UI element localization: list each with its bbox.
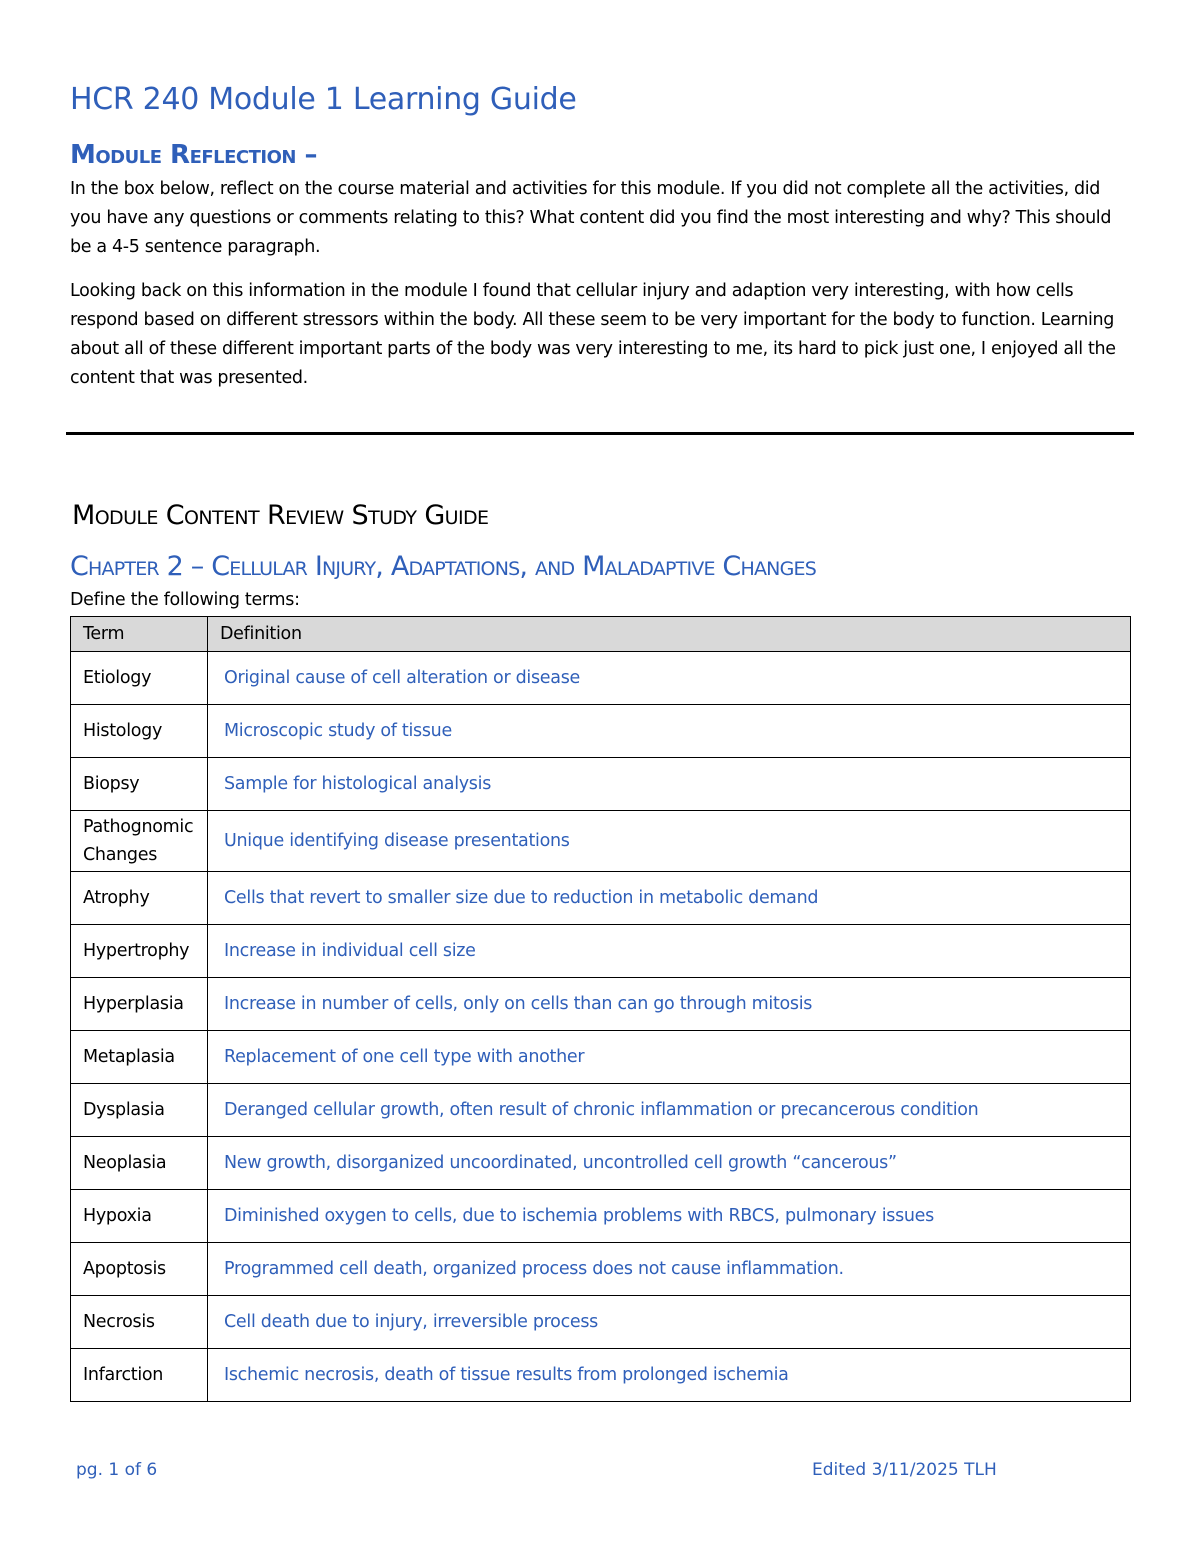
term-cell: Apoptosis (71, 1243, 208, 1296)
table-row (71, 1296, 1131, 1349)
header-term: Term (71, 617, 208, 652)
table-row (71, 925, 1131, 978)
term-cell: Hypertrophy (71, 925, 208, 978)
table-row (71, 1190, 1131, 1243)
term-cell: Dysplasia (71, 1084, 208, 1137)
definition-cell[interactable]: Increase in individual cell size (208, 925, 1131, 978)
table-row (71, 758, 1131, 811)
term-cell: Pathognomic Changes (71, 811, 208, 872)
definition-cell[interactable]: Microscopic study of tissue (208, 705, 1131, 758)
term-cell: Metaplasia (71, 1031, 208, 1084)
table-row (71, 1137, 1131, 1190)
table-row (71, 652, 1131, 705)
definition-cell[interactable]: Sample for histological analysis (208, 758, 1131, 811)
definition-cell[interactable]: Diminished oxygen to cells, due to ischemia problems with RBCS, pulmonary issues (208, 1190, 1131, 1243)
term-cell: Hypoxia (71, 1190, 208, 1243)
reflection-prompt: In the box below, reflect on the course material and activities for this module. If you did not complete all the activities, did you have any questions or comments relating to this? What content did you find the most interesting and why? This should be a 4-5 sentence paragraph. (70, 179, 1112, 257)
definition-cell[interactable]: Cell death due to injury, irreversible process (208, 1296, 1131, 1349)
table-row (71, 1349, 1131, 1402)
definition-cell[interactable]: Programmed cell death, organized process does not cause inflammation. (208, 1243, 1131, 1296)
term-cell: Histology (71, 705, 208, 758)
term-cell: Atrophy (71, 872, 208, 925)
definition-cell[interactable]: Increase in number of cells, only on cells than can go through mitosis (208, 978, 1131, 1031)
header-definition: Definition (208, 617, 1131, 652)
table-row (71, 1031, 1131, 1084)
term-cell: Hyperplasia (71, 978, 208, 1031)
table-row (71, 811, 1131, 872)
term-cell: Infarction (71, 1349, 208, 1402)
definition-cell[interactable]: Cells that revert to smaller size due to reduction in metabolic demand (208, 872, 1131, 925)
define-instruction: Define the following terms: (70, 590, 300, 610)
table-row (71, 872, 1131, 925)
study-guide-heading: Module Content Review Study Guide (72, 500, 489, 531)
section-divider (66, 432, 1134, 435)
table-row (71, 978, 1131, 1031)
terms-table (70, 616, 1131, 1402)
table-row (71, 705, 1131, 758)
footer-page-number: pg. 1 of 6 (76, 1460, 158, 1480)
definition-cell[interactable]: Unique identifying disease presentations (208, 811, 1131, 872)
definition-cell[interactable]: Original cause of cell alteration or disease (208, 652, 1131, 705)
term-cell: Necrosis (71, 1296, 208, 1349)
document-title: HCR 240 Module 1 Learning Guide (70, 82, 577, 117)
term-cell: Biopsy (71, 758, 208, 811)
definition-cell[interactable]: Replacement of one cell type with another (208, 1031, 1131, 1084)
term-cell: Neoplasia (71, 1137, 208, 1190)
definition-cell[interactable]: Ischemic necrosis, death of tissue results from prolonged ischemia (208, 1349, 1131, 1402)
definition-cell[interactable]: New growth, disorganized uncoordinated, uncontrolled cell growth “cancerous” (208, 1137, 1131, 1190)
table-row (71, 1243, 1131, 1296)
chapter-heading: Chapter 2 – Cellular Injury, Adaptations, and Maladaptive Changes (70, 551, 816, 582)
reflection-response[interactable]: Looking back on this information in the module I found that cellular injury and adaption very interesting, with how cells respond based on different stressors within the body. All these seem to be very important for the body to function. Learning about all of these different important parts of the body was very interesting to me, its hard to pick just one, I enjoyed all the content that was presented. (70, 281, 1116, 388)
table-header-row (71, 617, 1131, 652)
term-cell: Etiology (71, 652, 208, 705)
definition-cell[interactable]: Deranged cellular growth, often result of chronic inflammation or precancerous condition (208, 1084, 1131, 1137)
table-row (71, 1084, 1131, 1137)
footer-edited-date: Edited 3/11/2025 TLH (812, 1460, 997, 1480)
reflection-heading: Module Reflection – (70, 140, 318, 170)
